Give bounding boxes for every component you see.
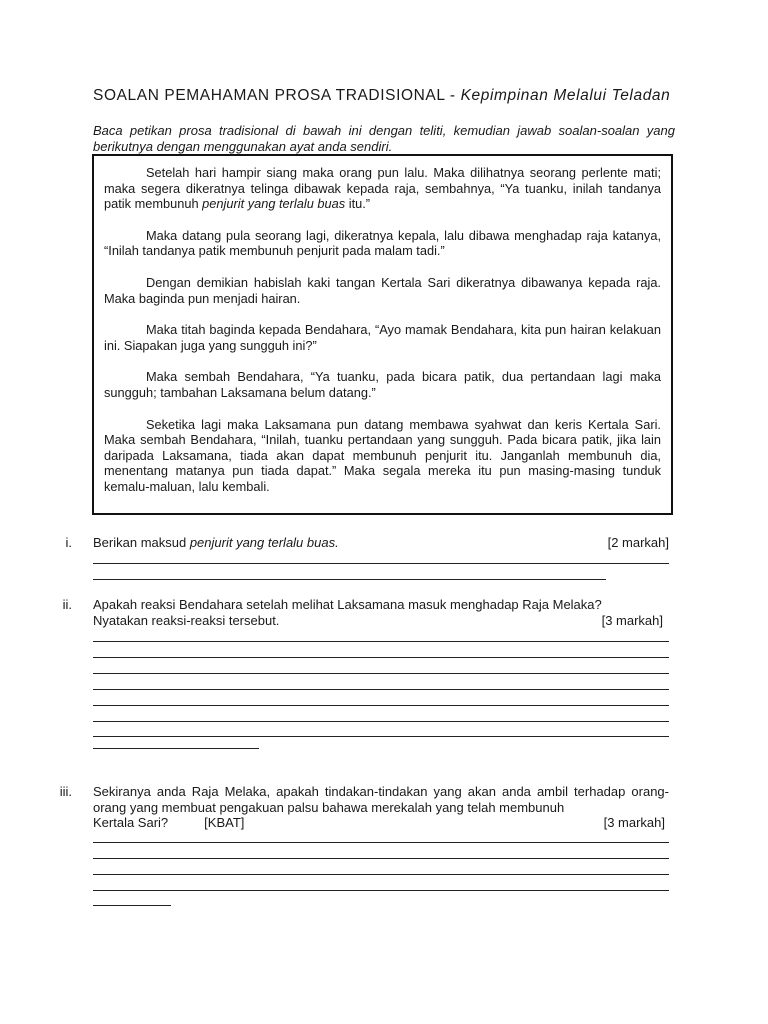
passage-paragraph-5: Maka sembah Bendahara, “Ya tuanku, pada bicara patik, dua pertandaan lagi maka sungguh; tambahan Laksamana belum datang.” xyxy=(104,369,661,400)
answer-line[interactable] xyxy=(93,890,669,891)
answer-line[interactable] xyxy=(93,705,669,706)
passage-box xyxy=(92,154,673,515)
answer-line[interactable] xyxy=(93,905,171,906)
emphasis-phrase: penjurit yang terlalu buas xyxy=(202,196,346,212)
question-number: i. xyxy=(65,535,72,550)
question-number: ii. xyxy=(62,597,72,612)
passage-paragraph-3: Dengan demikian habislah kaki tangan Kertala Sari dikeratnya dibawanya kepada raja. Maka baginda pun menjadi hairan. xyxy=(104,274,661,306)
passage-paragraph-6: Seketika lagi maka Laksamana pun datang membawa syahwat dan keris Kertala Sari. Maka sembah Bendahara, “Inilah, tuanku pertandaan yang sungguh. Pada bicara patik, jika lain daripada Laksamana, tiada akan dapat membunuh penjurit itu. Janganlah membunuh dia, menentang matanya pun tiada dapat.” Maka segala mereka itu pun masing-masing tunduk kemalu-maluan, lalu kembali. xyxy=(104,416,661,494)
marks-label: [3 markah] xyxy=(601,612,663,628)
answer-line[interactable] xyxy=(93,858,669,859)
answer-line[interactable] xyxy=(93,563,669,564)
instruction-text: Baca petikan prosa tradisional di bawah ini dengan teliti, kemudian jawab soalan-soalan yang berikutnya dengan menggunakan ayat anda sendiri. xyxy=(93,123,675,154)
answer-line[interactable] xyxy=(93,579,606,580)
passage-paragraph-4: Maka titah baginda kepada Bendahara, “Ayo mamak Bendahara, kita pun hairan kelakuan ini. Siapakan juga yang sungguh ini?” xyxy=(104,322,661,353)
marks-label: [2 markah] xyxy=(607,535,669,550)
answer-line[interactable] xyxy=(93,641,669,642)
question-text: Sekiranya anda Raja Melaka, apakah tindakan-tindakan yang akan anda ambil terhadap orang-orang yang membuat pengakuan palsu bahawa merekalah yang telah membunuh [3 markah] Kertala Sari? [KBAT] xyxy=(93,784,669,830)
question-number: iii. xyxy=(59,784,72,799)
question-text: Apakah reaksi Bendahara setelah melihat Laksamana masuk menghadap Raja Melaka? [3 markah] Nyatakan reaksi-reaksi tersebut. xyxy=(93,597,663,628)
page-title xyxy=(93,86,675,105)
answer-line[interactable] xyxy=(93,673,669,674)
title-subtitle: Kepimpinan Melalui Teladan xyxy=(460,87,671,104)
marks-label: [3 markah] xyxy=(603,815,665,830)
answer-line[interactable] xyxy=(93,736,669,737)
answer-line[interactable] xyxy=(93,657,669,658)
question-text: [2 markah] Berikan maksud penjurit yang terlalu buas. xyxy=(93,535,669,550)
answer-line[interactable] xyxy=(93,748,259,749)
answer-line[interactable] xyxy=(93,874,669,875)
answer-line[interactable] xyxy=(93,689,669,690)
kbat-tag: [KBAT] xyxy=(204,815,245,830)
answer-line[interactable] xyxy=(93,842,669,843)
title-main: SOALAN PEMAHAMAN PROSA TRADISIONAL - xyxy=(93,87,461,104)
passage-paragraph-1: Setelah hari hampir siang maka orang pun lalu. Maka dilihatnya seorang perlente mati; maka segera dikeratnya telinga dibawak kepada raja, sembahnya, “Ya tuanku, inilah tandanya patik membunuh penjurit yang terlalu buas itu.” xyxy=(104,165,661,212)
passage-paragraph-2: Maka datang pula seorang lagi, dikeratnya kepala, lalu dibawa menghadap raja katanya, “Inilah tandanya patik membunuh penjurit pada malam tadi.” xyxy=(104,227,661,259)
answer-line[interactable] xyxy=(93,721,669,722)
